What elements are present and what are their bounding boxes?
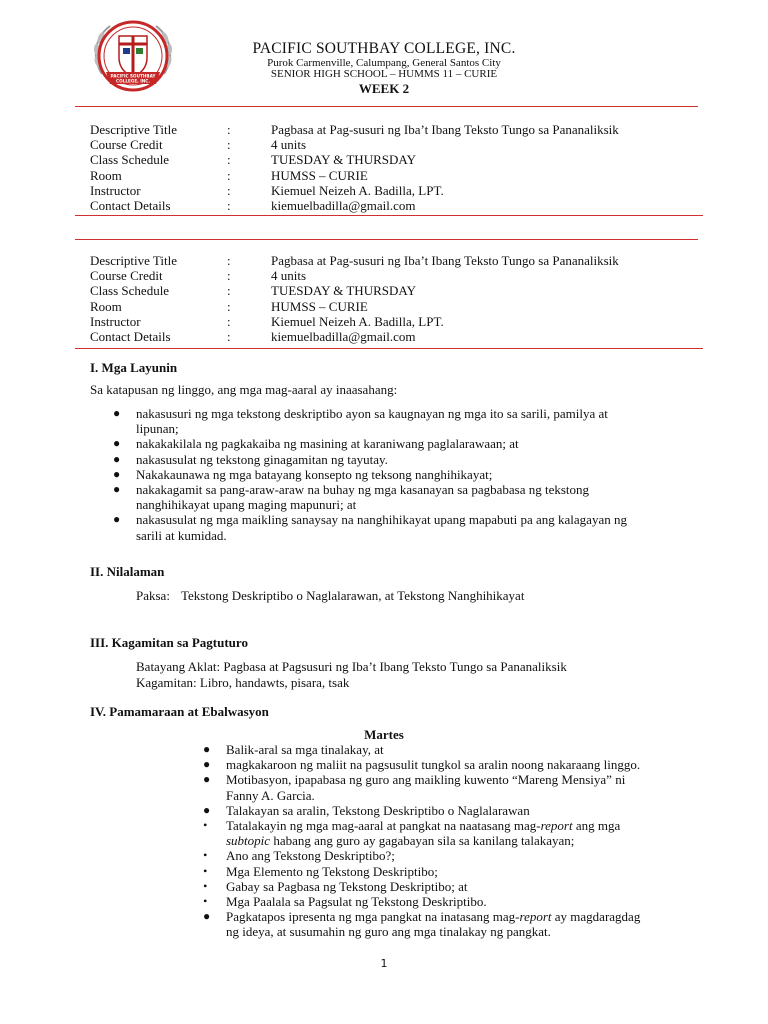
list-item	[113, 406, 676, 437]
info-value: HUMSS – CURIE	[271, 298, 368, 314]
section-title-nilalaman: II. Nilalaman	[90, 564, 165, 579]
layunin-list	[113, 406, 676, 543]
bullet-icon: •	[203, 863, 208, 878]
list-item-line: Motibasyon, ipapabasa ng guro ang maikling kuwento “Mareng Mensiya” ni	[226, 772, 626, 788]
list-item-line: Ano ang Tekstong Deskriptibo?;	[226, 848, 395, 864]
info-value: TUESDAY & THURSDAY	[271, 152, 416, 168]
info-label: Room	[90, 167, 122, 183]
list-item-line: Mga Elemento ng Tekstong Deskriptibo;	[226, 863, 438, 879]
list-item-line: nakasusuri ng mga tekstong deskriptibo ayon sa kaugnayan ng mga ito sa sarili, pamilya at	[136, 406, 608, 421]
svg-text:COLLEGE, INC.: COLLEGE, INC.	[116, 78, 150, 84]
info-colon: :	[227, 152, 231, 168]
bullet-icon: ●	[203, 757, 211, 772]
list-item-line: lipunan;	[136, 421, 179, 437]
list-item-line: nakakakilala ng pagkakaiba ng masining at karaniwang paglalarawaan; at	[136, 436, 519, 452]
list-item	[203, 878, 686, 894]
bullet-icon: ●	[203, 909, 211, 924]
list-item	[203, 863, 686, 879]
list-item	[203, 757, 686, 773]
info-value: 4 units	[271, 268, 307, 284]
pamamaraan-list	[203, 742, 686, 940]
bullet-icon: ●	[203, 742, 211, 756]
list-item-line: nakasusulat ng mga maikling sanaysay na nanghihikayat upang mapabuti pa ang kalagayan ng	[136, 512, 627, 528]
info-colon: :	[227, 182, 231, 198]
bullet-icon: ●	[203, 802, 211, 817]
info-label: Contact Details	[90, 328, 171, 344]
info-value: Pagbasa at Pag-susuri ng Iba’t Ibang Teksto Tungo sa Pananaliksik	[271, 253, 619, 268]
list-item-line: nakakagamit sa pang-araw-araw na buhay ng mga kasanayan sa pagbabasa ng tekstong	[136, 482, 590, 498]
bullet-icon: ●	[113, 482, 121, 497]
info-label: Course Credit	[90, 268, 163, 284]
info-colon: :	[227, 313, 231, 329]
info-label: Course Credit	[90, 137, 163, 153]
list-item	[113, 482, 676, 513]
info-value: kiemuelbadilla@gmail.com	[271, 328, 416, 344]
info-label: Descriptive Title	[90, 122, 178, 137]
list-item	[203, 802, 686, 818]
list-item	[203, 818, 686, 849]
info-colon: :	[227, 167, 231, 183]
info-label: Contact Details	[90, 197, 171, 213]
bullet-icon: •	[203, 878, 208, 893]
list-item	[203, 742, 686, 757]
list-item-line: magkakaroon ng maliit na pagsusulit tungkol sa aralin noong nakaraang linggo.	[226, 757, 641, 773]
program-line: SENIOR HIGH SCHOOL – HUMMS 11 – CURIE	[270, 68, 498, 80]
kagamitan-line-1: Batayang Aklat: Pagbasa at Pagsusuri ng Iba’t Ibang Teksto Tungo sa Pananaliksik	[136, 659, 567, 674]
info-value: Kiemuel Neizeh A. Badilla, LPT.	[271, 182, 444, 198]
list-item-line: sarili at kumidad.	[136, 527, 227, 543]
section-title-kagamitan: III. Kagamitan sa Pagtuturo	[90, 635, 248, 650]
bullet-icon: •	[203, 848, 208, 863]
list-item	[113, 436, 676, 452]
info-colon: :	[227, 122, 231, 137]
info-colon: :	[227, 298, 231, 314]
info-label: Class Schedule	[90, 152, 170, 168]
info-divider-2	[75, 239, 698, 240]
list-item-line: Mga Paalala sa Pagsulat ng Tekstong Deskriptibo.	[226, 894, 487, 910]
info-value: HUMSS – CURIE	[271, 167, 368, 183]
header-divider	[75, 106, 698, 107]
info-colon: :	[227, 328, 231, 344]
list-item	[203, 909, 686, 940]
info-colon: :	[227, 137, 231, 153]
bullet-icon: ●	[113, 466, 121, 481]
info-value: Pagbasa at Pag-susuri ng Iba’t Ibang Teksto Tungo sa Pananaliksik	[271, 122, 619, 137]
list-item-line: Gabay sa Pagbasa ng Tekstong Deskriptibo; at	[226, 878, 468, 894]
list-item-line: nakasusulat ng tekstong ginagamitan ng tayutay.	[136, 451, 388, 467]
info-colon: :	[227, 197, 231, 213]
info-value: kiemuelbadilla@gmail.com	[271, 197, 416, 213]
info-value: Kiemuel Neizeh A. Badilla, LPT.	[271, 313, 444, 329]
list-item-text: habang ang guro ay gagabayan sila sa kanilang talakayan;	[270, 833, 575, 849]
svg-text:PACIFIC SOUTHBAY: PACIFIC SOUTHBAY	[110, 73, 156, 79]
info-divider-1	[75, 215, 703, 216]
bullet-icon: ●	[113, 512, 121, 527]
list-item-line: Balik-aral sa mga tinalakay, at	[226, 742, 384, 757]
bullet-icon: •	[203, 894, 208, 909]
list-item-text: Pagkatapos ipresenta ng mga pangkat na inatasang mag-	[226, 909, 520, 925]
kagamitan-line-2: Kagamitan: Libro, handawts, pisara, tsak	[136, 675, 350, 690]
list-item-italic: report	[540, 818, 573, 834]
section-title-layunin: I. Mga Layunin	[90, 360, 178, 375]
list-item	[203, 772, 686, 803]
info-colon: :	[227, 268, 231, 284]
paksa-value: Tekstong Deskriptibo o Naglalarawan, at Tekstong Nanghihikayat	[181, 588, 525, 603]
college-address: Purok Carmenville, Calumpang, General Santos City	[267, 57, 501, 69]
list-item	[203, 848, 686, 864]
list-item-line: ng ideya, at susumahin ng guro ang mga tinalakay ng pangkat.	[226, 924, 551, 940]
list-item	[113, 512, 676, 543]
info-colon: :	[227, 253, 231, 268]
list-item	[113, 451, 676, 467]
bullet-icon: ●	[113, 451, 121, 466]
info-label: Room	[90, 298, 122, 314]
list-item	[113, 466, 676, 482]
list-item-text: ang mga	[572, 818, 621, 834]
info-label: Class Schedule	[90, 283, 170, 299]
week-label: WEEK 2	[358, 81, 410, 96]
list-item	[203, 894, 686, 910]
layunin-intro: Sa katapusan ng linggo, ang mga mag-aaral ay inaasahang:	[90, 382, 398, 397]
day-heading: Martes	[364, 727, 404, 742]
info-colon: :	[227, 283, 231, 299]
list-item-text: Tatalakayin ng mga mag-aaral at pangkat na naatasang mag-	[226, 818, 541, 834]
section-title-pamamaraan: IV. Pamamaraan at Ebalwasyon	[90, 704, 269, 719]
list-item-italic: subtopic	[226, 833, 271, 849]
bullet-icon: •	[203, 818, 208, 833]
page-number: 1	[380, 957, 388, 970]
info-label: Instructor	[90, 182, 141, 198]
info-label: Descriptive Title	[90, 253, 178, 268]
bullet-icon: ●	[203, 772, 211, 787]
list-item-italic: report	[519, 909, 552, 925]
bullet-icon: ●	[113, 436, 121, 451]
list-item-line: Fanny A. Garcia.	[226, 787, 315, 803]
list-item-line: Nakakaunawa ng mga batayang konsepto ng teksong nanghihikayat;	[136, 466, 493, 482]
paksa-label: Paksa:	[136, 588, 170, 603]
info-value: TUESDAY & THURSDAY	[271, 283, 416, 299]
list-item-line: nanghihikayat upang maging mapunuri; at	[136, 497, 357, 513]
college-name: PACIFIC SOUTHBAY COLLEGE, INC.	[252, 40, 516, 57]
list-item-text: ay magdaragdag	[551, 909, 641, 925]
list-item-line: Talakayan sa aralin, Tekstong Deskriptibo o Naglalarawan	[226, 802, 530, 818]
info-label: Instructor	[90, 313, 141, 329]
bullet-icon: ●	[113, 406, 121, 420]
info-value: 4 units	[271, 137, 307, 153]
info-divider-3	[75, 348, 703, 349]
